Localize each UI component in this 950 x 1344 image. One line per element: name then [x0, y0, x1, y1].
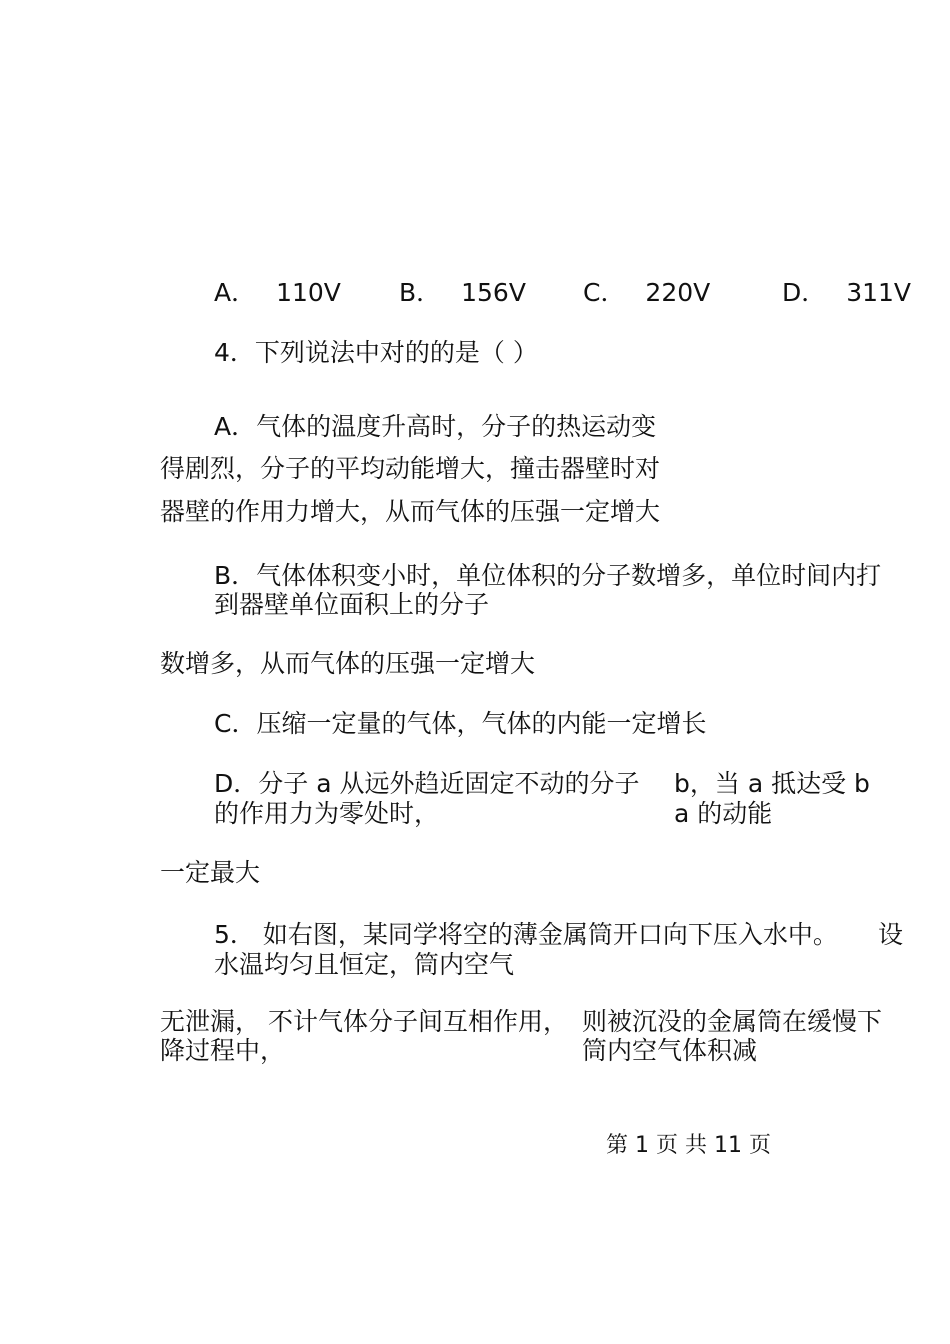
- option-b: [399, 278, 526, 308]
- option-d-value: 311V: [846, 278, 912, 307]
- q4-option-d-line2a: 的作用力为零处时，: [214, 799, 440, 828]
- q4-option-a-line3: 器壁的作用力增大，从而气体的压强一定增大: [160, 497, 661, 526]
- q5-line2: 水温均匀且恒定，筒内空气: [214, 950, 515, 979]
- option-d: [782, 278, 911, 308]
- q5-line1b: 设: [878, 920, 904, 949]
- option-d-label: D．: [782, 278, 827, 307]
- option-a: [214, 278, 341, 308]
- q4-option-b-line1: B．气体体积变小时，单位体积的分子数增多，单位时间内打: [214, 561, 882, 590]
- q4-option-b-line3: 数增多，从而气体的压强一定增大: [160, 649, 536, 678]
- q5-line3a: 无泄漏， 不计气体分子间互相作用，: [160, 1007, 568, 1036]
- q4-option-d-line2b: a 的动能: [674, 799, 773, 828]
- option-a-label: A．: [214, 278, 257, 307]
- q4-stem: 4．下列说法中对的的是（ ）: [214, 338, 538, 367]
- option-c-value: 220V: [645, 278, 711, 307]
- q5-line3b: 则被沉没的金属筒在缓慢下: [582, 1007, 883, 1036]
- q5-line1a: 5． 如右图，某同学将空的薄金属筒开口向下压入水中。: [214, 920, 838, 949]
- q4-option-a-line1: A．气体的温度升高时，分子的热运动变: [214, 412, 657, 441]
- q4-option-b-line2: 到器壁单位面积上的分子: [214, 590, 490, 619]
- q4-option-d-line1a: D．分子 a 从远外趋近固定不动的分子: [214, 769, 640, 798]
- q4-option-a-line2: 得剧烈，分子的平均动能增大，撞击器壁时对: [160, 454, 661, 483]
- page-number: 第 1 页 共 11 页: [606, 1133, 771, 1158]
- option-a-value: 110V: [276, 278, 341, 307]
- option-b-value: 156V: [461, 278, 526, 307]
- q4-option-d-line1b: b，当 a 抵达受 b: [674, 769, 870, 798]
- option-b-label: B．: [399, 278, 442, 307]
- q5-line4a: 降过程中，: [160, 1036, 286, 1065]
- q4-option-c-line1: C．压缩一定量的气体，气体的内能一定增长: [214, 709, 707, 738]
- option-c-label: C．: [583, 278, 626, 307]
- q5-line4b: 筒内空气体积减: [582, 1036, 758, 1065]
- option-c: [583, 278, 710, 308]
- q4-option-d-line3: 一定最大: [160, 858, 261, 887]
